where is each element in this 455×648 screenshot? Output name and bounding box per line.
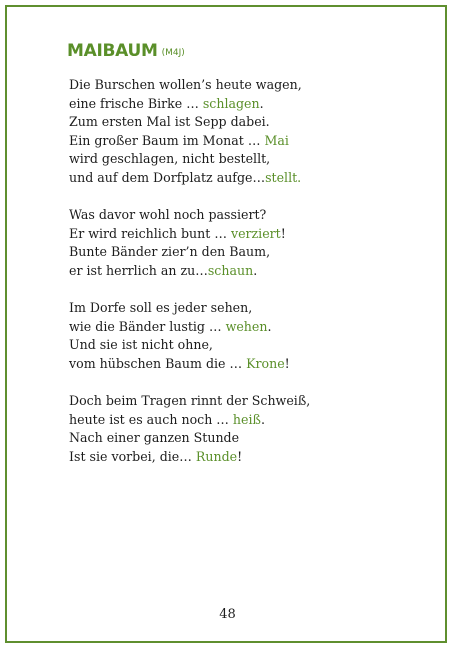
poem-line-text: wie die Bänder lustig … bbox=[69, 318, 226, 334]
poem-title-main: MAIBAUM bbox=[67, 41, 158, 61]
poem-line-text: wird geschlagen, nicht bestellt, bbox=[69, 151, 271, 167]
poem-line bbox=[69, 392, 409, 411]
poem-line bbox=[69, 132, 409, 151]
line-punctuation: . bbox=[259, 95, 264, 111]
poem-line-text: Was davor wohl noch passiert? bbox=[69, 207, 267, 223]
poem-line bbox=[69, 95, 409, 114]
poem-line bbox=[69, 429, 409, 448]
poem-line bbox=[69, 448, 409, 467]
poem-line-text: vom hübschen Baum die … bbox=[69, 355, 247, 371]
poem-stanza bbox=[69, 206, 409, 280]
rhyme-answer: schaun bbox=[207, 262, 254, 278]
poem-line bbox=[69, 225, 409, 244]
rhyme-answer: schlagen bbox=[202, 95, 260, 111]
rhyme-answer: Mai bbox=[264, 132, 289, 148]
poem-line-text: Im Dorfe soll es jeder sehen, bbox=[69, 300, 253, 316]
poem-line-text: Ein großer Baum im Monat … bbox=[69, 132, 265, 148]
poem-line bbox=[69, 355, 409, 374]
poem-stanza bbox=[69, 392, 409, 466]
line-punctuation: ! bbox=[237, 448, 243, 464]
line-punctuation: ! bbox=[284, 355, 290, 371]
poem-line-text: und auf dem Dorfplatz aufge… bbox=[69, 169, 266, 185]
poem-line-text: er ist herrlich an zu… bbox=[69, 262, 208, 278]
poem-line-text: Ist sie vorbei, die… bbox=[69, 448, 196, 464]
poem-stanza bbox=[69, 299, 409, 373]
poem-stanza bbox=[69, 76, 409, 188]
poem-line bbox=[69, 169, 409, 188]
poem-line bbox=[69, 299, 409, 318]
poem-line-text: eine frische Birke … bbox=[69, 95, 203, 111]
poem-title bbox=[67, 41, 185, 61]
rhyme-answer: stellt. bbox=[265, 169, 302, 185]
rhyme-answer: verziert bbox=[230, 225, 281, 241]
poem-line bbox=[69, 336, 409, 355]
poem-line-text: Doch beim Tragen rinnt der Schweiß, bbox=[69, 393, 311, 409]
rhyme-answer: Runde bbox=[195, 448, 238, 464]
poem-line bbox=[69, 243, 409, 262]
poem-line bbox=[69, 113, 409, 132]
poem-title-sub: (M4J) bbox=[161, 48, 185, 58]
poem-line bbox=[69, 76, 409, 95]
poem-line-text: Zum ersten Mal ist Sepp dabei. bbox=[69, 114, 270, 130]
page-number: 48 bbox=[219, 607, 236, 622]
rhyme-answer: heiß bbox=[232, 411, 261, 427]
line-punctuation: . bbox=[260, 411, 265, 427]
poem-line-text: heute ist es auch noch … bbox=[69, 411, 233, 427]
poem-line-text: Er wird reichlich bunt … bbox=[69, 225, 231, 241]
poem-line bbox=[69, 318, 409, 337]
poem-line-text: Die Burschen wollen’s heute wagen, bbox=[69, 77, 302, 92]
poem-line-text: Nach einer ganzen Stunde bbox=[69, 430, 240, 446]
rhyme-answer: Krone bbox=[246, 355, 285, 371]
rhyme-answer: wehen bbox=[225, 318, 268, 334]
poem-line bbox=[69, 411, 409, 430]
poem-line bbox=[69, 262, 409, 281]
line-punctuation: ! bbox=[280, 225, 286, 241]
line-punctuation: . bbox=[267, 318, 272, 334]
poem-line bbox=[69, 150, 409, 169]
poem-line bbox=[69, 206, 409, 225]
line-punctuation: . bbox=[253, 262, 258, 278]
poem-line-text: Bunte Bänder zier’n den Baum, bbox=[69, 244, 271, 260]
poem-body bbox=[69, 76, 409, 485]
poem-line-text: Und sie ist nicht ohne, bbox=[69, 337, 213, 353]
